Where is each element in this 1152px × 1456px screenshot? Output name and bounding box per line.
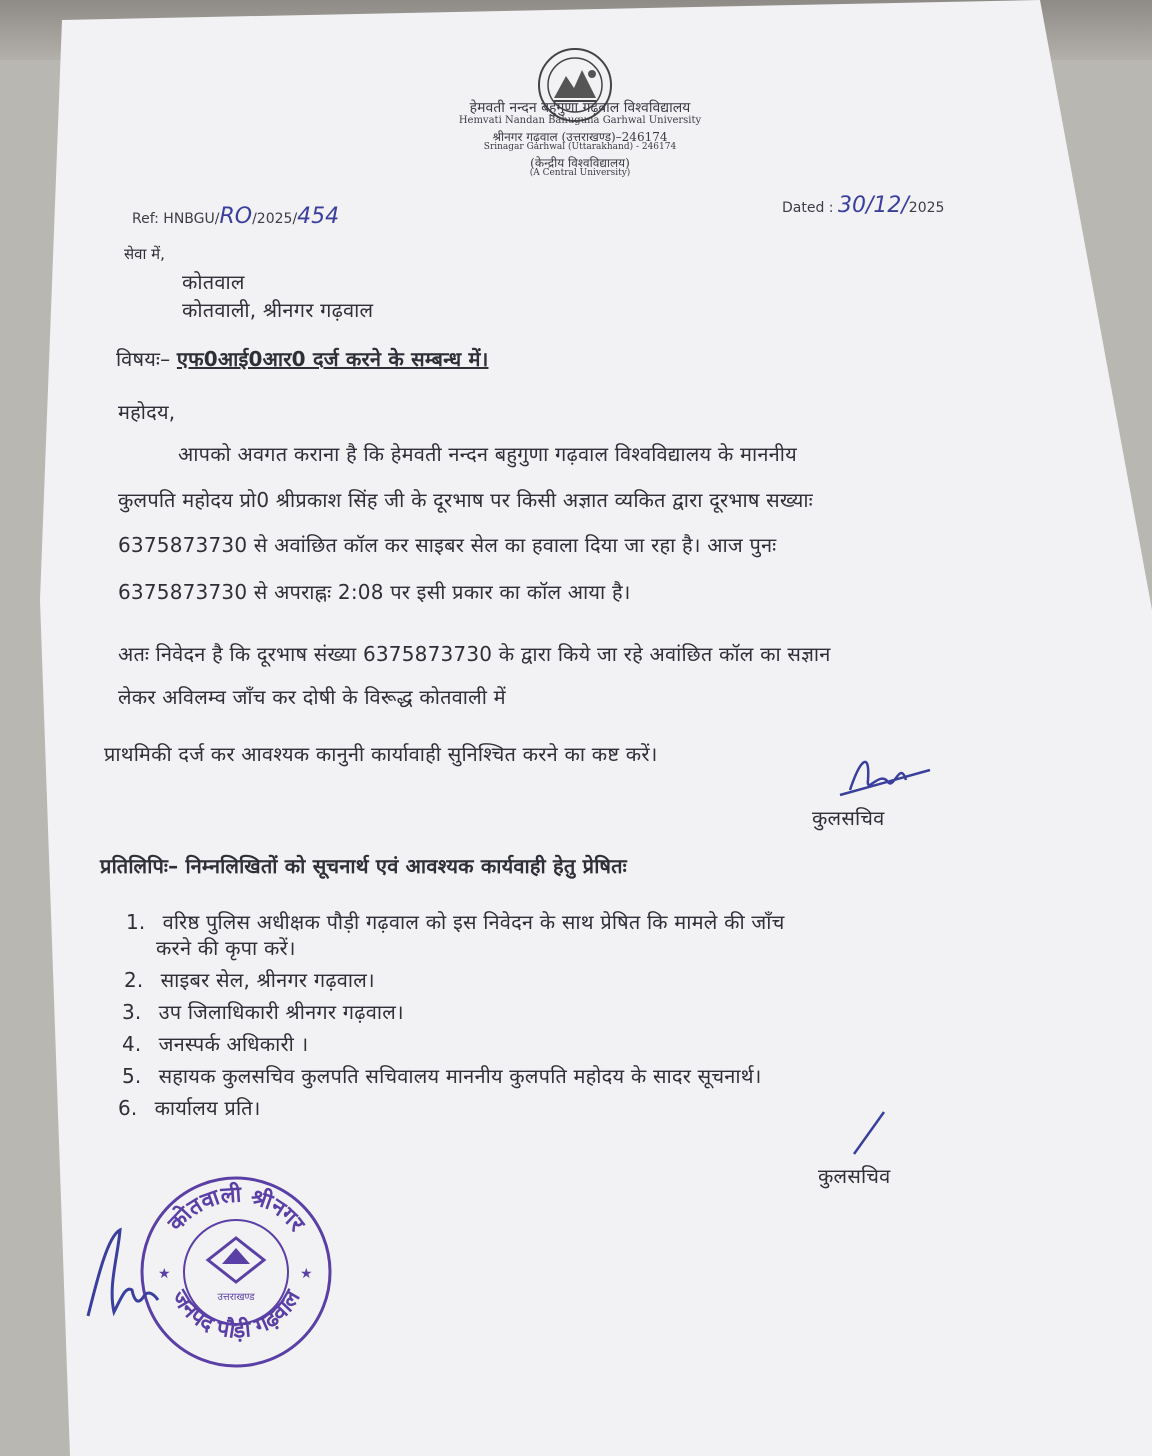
stamp-star-right-icon: ★ (300, 1266, 313, 1282)
handwritten-signature-stamp (78, 1216, 188, 1326)
stamp-center-text: उत्तराखण्ड (217, 1292, 255, 1303)
para2-line-1: अतः निवेदन है कि दूरभाष संख्या 6375873730 के द्वारा किये जा रहे अवांछित कॉल का सज्ञान (118, 642, 831, 666)
copy-item-5-line-1: सहायक कुलसचिव कुलपति सचिवालय माननीय कुलपति महोदय के सादर सूचनार्थ। (158, 1064, 762, 1088)
status-english: (A Central University) (529, 168, 631, 178)
addressee-line-2: कोतवाली, श्रीनगर गढ़वाल (182, 298, 374, 322)
copy-item-4 (122, 1030, 308, 1057)
copy-item-6-line-1: कार्यालय प्रति। (154, 1096, 261, 1120)
para1-line-1: आपको अवगत कराना है कि हेमवती नन्दन बहुगुणा गढ़वाल विश्वविद्यालय के माननीय (178, 442, 797, 466)
para1-line-3: 6375873730 से अवांछित कॉल कर साइबर सेल का हवाला दिया जा रहा है। आज पुनः (118, 533, 777, 557)
copy-item-4-line-1: जनस्पर्क अधिकारी । (158, 1032, 309, 1056)
para2-line-2: लेकर अविलम्व जाँच कर दोषी के विरूद्ध कोतवाली में (118, 685, 506, 709)
subject-line (116, 345, 488, 372)
para1-line-4: 6375873730 से अपराह्नः 2:08 पर इसी प्रकार का कॉल आया है। (118, 580, 631, 604)
copy-item-1-num: 1. (126, 910, 146, 934)
handwritten-signature-1 (830, 740, 940, 810)
signatory-2: कुलसचिव (818, 1164, 891, 1188)
signatory-1: कुलसचिव (812, 806, 885, 830)
subject-label: विषयः– (116, 347, 171, 371)
copy-item-1-line-1: वरिष्ठ पुलिस अधीक्षक पौड़ी गढ़वाल को इस निवेदन के साथ प्रेषित कि मामले की जाँच (162, 910, 785, 934)
copy-item-4-num: 4. (122, 1032, 142, 1056)
copy-item-5 (122, 1062, 762, 1089)
handwritten-signature-2 (840, 1108, 900, 1158)
ref-prefix: Ref: HNBGU/ (132, 211, 220, 227)
copy-item-2 (124, 966, 375, 993)
copy-item-2-line-1: साइबर सेल, श्रीनगर गढ़वाल। (160, 968, 375, 992)
copy-item-3-line-1: उप जिलाधिकारी श्रीनगर गढ़वाल। (158, 1000, 404, 1024)
ref-hand-code: RO (219, 204, 253, 229)
ref-year: /2025/ (252, 211, 298, 227)
copy-item-1 (126, 908, 785, 935)
date-hand-day-month: 30/12/ (837, 193, 909, 218)
addressee-line-1: कोतवाल (182, 270, 245, 294)
copy-item-1-cont: करने की कृपा करें। (156, 936, 296, 960)
university-name-english: Hemvati Nandan Bahuguna Garhwal University (458, 115, 702, 126)
ref-hand-number: 454 (297, 204, 340, 229)
subject-text: एफ0आई0आर0 दर्ज करने के सम्बन्ध में। (176, 347, 489, 371)
salutation: सेवा में, (124, 245, 165, 263)
stamp-top-text: कोतवाली श्रीनगर (163, 1182, 310, 1237)
copy-item-5-num: 5. (122, 1064, 142, 1088)
greeting: महोदय, (118, 400, 176, 424)
date-line (782, 193, 944, 218)
copy-item-6 (118, 1094, 261, 1121)
copy-item-2-num: 2. (124, 968, 144, 992)
stamp-star-left-icon: ★ (158, 1266, 171, 1282)
copy-item-3 (122, 998, 404, 1025)
address-english: Srinagar Garhwal (Uttarakhand) - 246174 (483, 142, 677, 152)
para2-line-3: प्राथमिकी दर्ज कर आवश्यक कानुनी कार्यावाही सुनिश्चित करने का कष्ट करें। (104, 742, 658, 766)
copy-item-3-num: 3. (122, 1000, 142, 1024)
copy-item-6-num: 6. (118, 1096, 138, 1120)
copy-heading: प्रतिलिपिः– निम्नलिखितों को सूचनार्थ एवं आवश्यक कार्यवाही हेतु प्रेषितः (100, 854, 627, 878)
university-name-hindi: हेमवती नन्दन बहुगुणा गढ़वाल विश्वविद्यालय (469, 100, 691, 116)
para1-line-2: कुलपति महोदय प्रो0 श्रीप्रकाश सिंह जी के दूरभाष पर किसी अज्ञात व्यकित द्वारा दूरभाष सख्याः (118, 488, 813, 512)
address-hindi: श्रीनगर गढ़वाल (उत्तराखण्ड)–246174 (492, 130, 668, 144)
stamp-bottom-text: जनपद पौड़ी गढ़वाल (166, 1286, 306, 1344)
status-hindi: (केन्द्रीय विश्वविद्यालय) (530, 156, 630, 170)
date-year: 2025 (908, 200, 945, 216)
ref-line (132, 204, 339, 229)
date-label: Dated : (782, 200, 834, 216)
